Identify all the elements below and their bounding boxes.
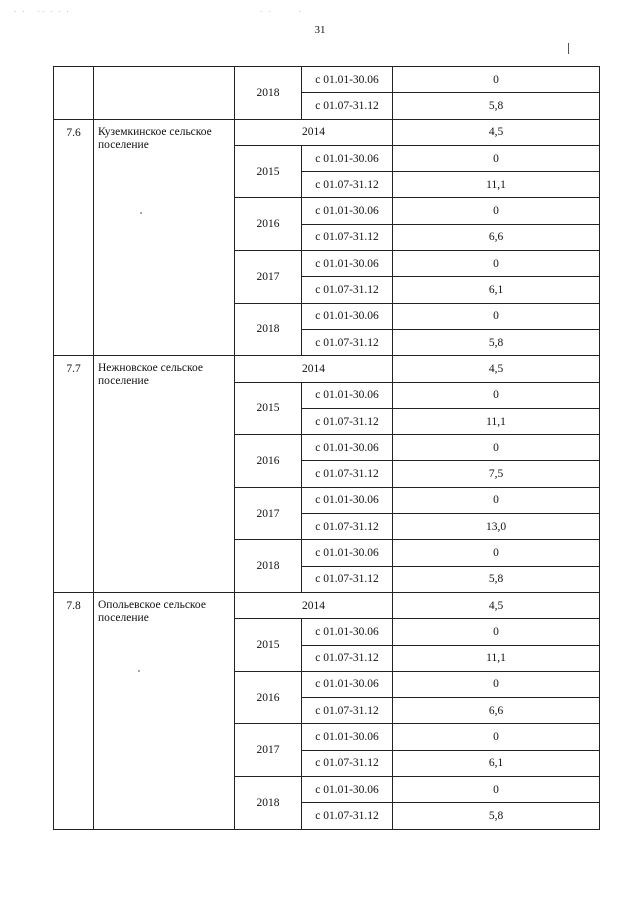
- tariff-value-cell: 6,1: [393, 750, 600, 776]
- tariff-value-cell: 4,5: [393, 592, 600, 618]
- period-cell: с 01.07-31.12: [302, 803, 393, 829]
- year-cell: 2016: [235, 198, 302, 251]
- period-cell: с 01.01-30.06: [302, 145, 393, 171]
- tariff-value-cell: 13,0: [393, 514, 600, 540]
- period-cell: с 01.07-31.12: [302, 93, 393, 119]
- row-number-cell: 7.8: [54, 592, 94, 829]
- period-cell: с 01.07-31.12: [302, 277, 393, 303]
- tariff-value-cell: 6,1: [393, 277, 600, 303]
- tariff-value-cell: 0: [393, 435, 600, 461]
- year-cell: 2015: [235, 145, 302, 198]
- settlement-name-cell: [94, 67, 235, 120]
- year-cell: 2017: [235, 487, 302, 540]
- period-cell: с 01.01-30.06: [302, 67, 393, 93]
- tariff-table-body: [54, 67, 600, 830]
- tariff-value-cell: 6,6: [393, 698, 600, 724]
- settlement-name-cell: Куземкинское сельское поселение: [94, 119, 235, 356]
- tariff-value-cell: 11,1: [393, 408, 600, 434]
- period-cell: с 01.01-30.06: [302, 435, 393, 461]
- year-cell: 2018: [235, 67, 302, 120]
- period-cell: с 01.01-30.06: [302, 724, 393, 750]
- tariff-value-cell: 5,8: [393, 803, 600, 829]
- period-cell: с 01.01-30.06: [302, 671, 393, 697]
- tariff-value-cell: 0: [393, 671, 600, 697]
- row-number-cell: 7.6: [54, 119, 94, 356]
- period-cell: с 01.07-31.12: [302, 461, 393, 487]
- year-cell: 2017: [235, 251, 302, 304]
- period-cell: с 01.01-30.06: [302, 198, 393, 224]
- tariff-value-cell: 0: [393, 303, 600, 329]
- year-cell: 2015: [235, 619, 302, 672]
- year-cell: 2018: [235, 303, 302, 356]
- period-cell: с 01.01-30.06: [302, 540, 393, 566]
- period-cell: с 01.01-30.06: [302, 251, 393, 277]
- tariff-value-cell: 0: [393, 619, 600, 645]
- tariff-value-cell: 4,5: [393, 119, 600, 145]
- scan-artifact-right: · · ·: [260, 8, 303, 16]
- tariff-value-cell: 0: [393, 487, 600, 513]
- tariff-value-cell: 0: [393, 724, 600, 750]
- year-cell: 2015: [235, 382, 302, 435]
- period-cell: с 01.07-31.12: [302, 172, 393, 198]
- period-cell: с 01.01-30.06: [302, 382, 393, 408]
- tariff-value-cell: 0: [393, 198, 600, 224]
- tariff-value-cell: 0: [393, 67, 600, 93]
- period-cell: с 01.01-30.06: [302, 303, 393, 329]
- tariff-value-cell: 0: [393, 251, 600, 277]
- tariff-value-cell: 4,5: [393, 356, 600, 382]
- base-year-cell: 2014: [235, 119, 393, 145]
- page-number: 31: [314, 24, 326, 36]
- settlement-name-cell: Опольевское сельское поселение: [94, 592, 235, 829]
- base-year-cell: 2014: [235, 592, 393, 618]
- table-row: [54, 67, 600, 93]
- year-cell: 2016: [235, 435, 302, 488]
- table-row: [54, 119, 600, 145]
- period-cell: с 01.07-31.12: [302, 224, 393, 250]
- period-cell: с 01.07-31.12: [302, 566, 393, 592]
- period-cell: с 01.01-30.06: [302, 487, 393, 513]
- tariff-value-cell: 5,8: [393, 566, 600, 592]
- year-cell: 2018: [235, 777, 302, 830]
- tariff-value-cell: 6,6: [393, 224, 600, 250]
- settlement-name-cell: Нежновское сельское поселение: [94, 356, 235, 593]
- tariff-value-cell: 7,5: [393, 461, 600, 487]
- year-cell: 2016: [235, 671, 302, 724]
- tariff-value-cell: 0: [393, 540, 600, 566]
- year-cell: 2017: [235, 724, 302, 777]
- period-cell: с 01.07-31.12: [302, 514, 393, 540]
- tariff-value-cell: 5,8: [393, 93, 600, 119]
- period-cell: с 01.07-31.12: [302, 750, 393, 776]
- base-year-cell: 2014: [235, 356, 393, 382]
- tariff-value-cell: 5,8: [393, 329, 600, 355]
- period-cell: с 01.07-31.12: [302, 408, 393, 434]
- period-cell: с 01.07-31.12: [302, 698, 393, 724]
- period-cell: с 01.01-30.06: [302, 777, 393, 803]
- tariff-table: [53, 66, 600, 830]
- year-cell: 2018: [235, 540, 302, 593]
- row-number-cell: [54, 67, 94, 120]
- tariff-value-cell: 0: [393, 145, 600, 171]
- tariff-value-cell: 0: [393, 382, 600, 408]
- row-number-cell: 7.7: [54, 356, 94, 593]
- period-cell: с 01.01-30.06: [302, 619, 393, 645]
- tariff-value-cell: 11,1: [393, 645, 600, 671]
- scan-artifact-left: · · ·· · · ·: [14, 8, 71, 16]
- tariff-value-cell: 11,1: [393, 172, 600, 198]
- period-cell: с 01.07-31.12: [302, 645, 393, 671]
- period-cell: с 01.07-31.12: [302, 329, 393, 355]
- tariff-value-cell: 0: [393, 777, 600, 803]
- table-row: [54, 356, 600, 382]
- margin-tick-mark: [568, 43, 569, 54]
- table-row: [54, 592, 600, 618]
